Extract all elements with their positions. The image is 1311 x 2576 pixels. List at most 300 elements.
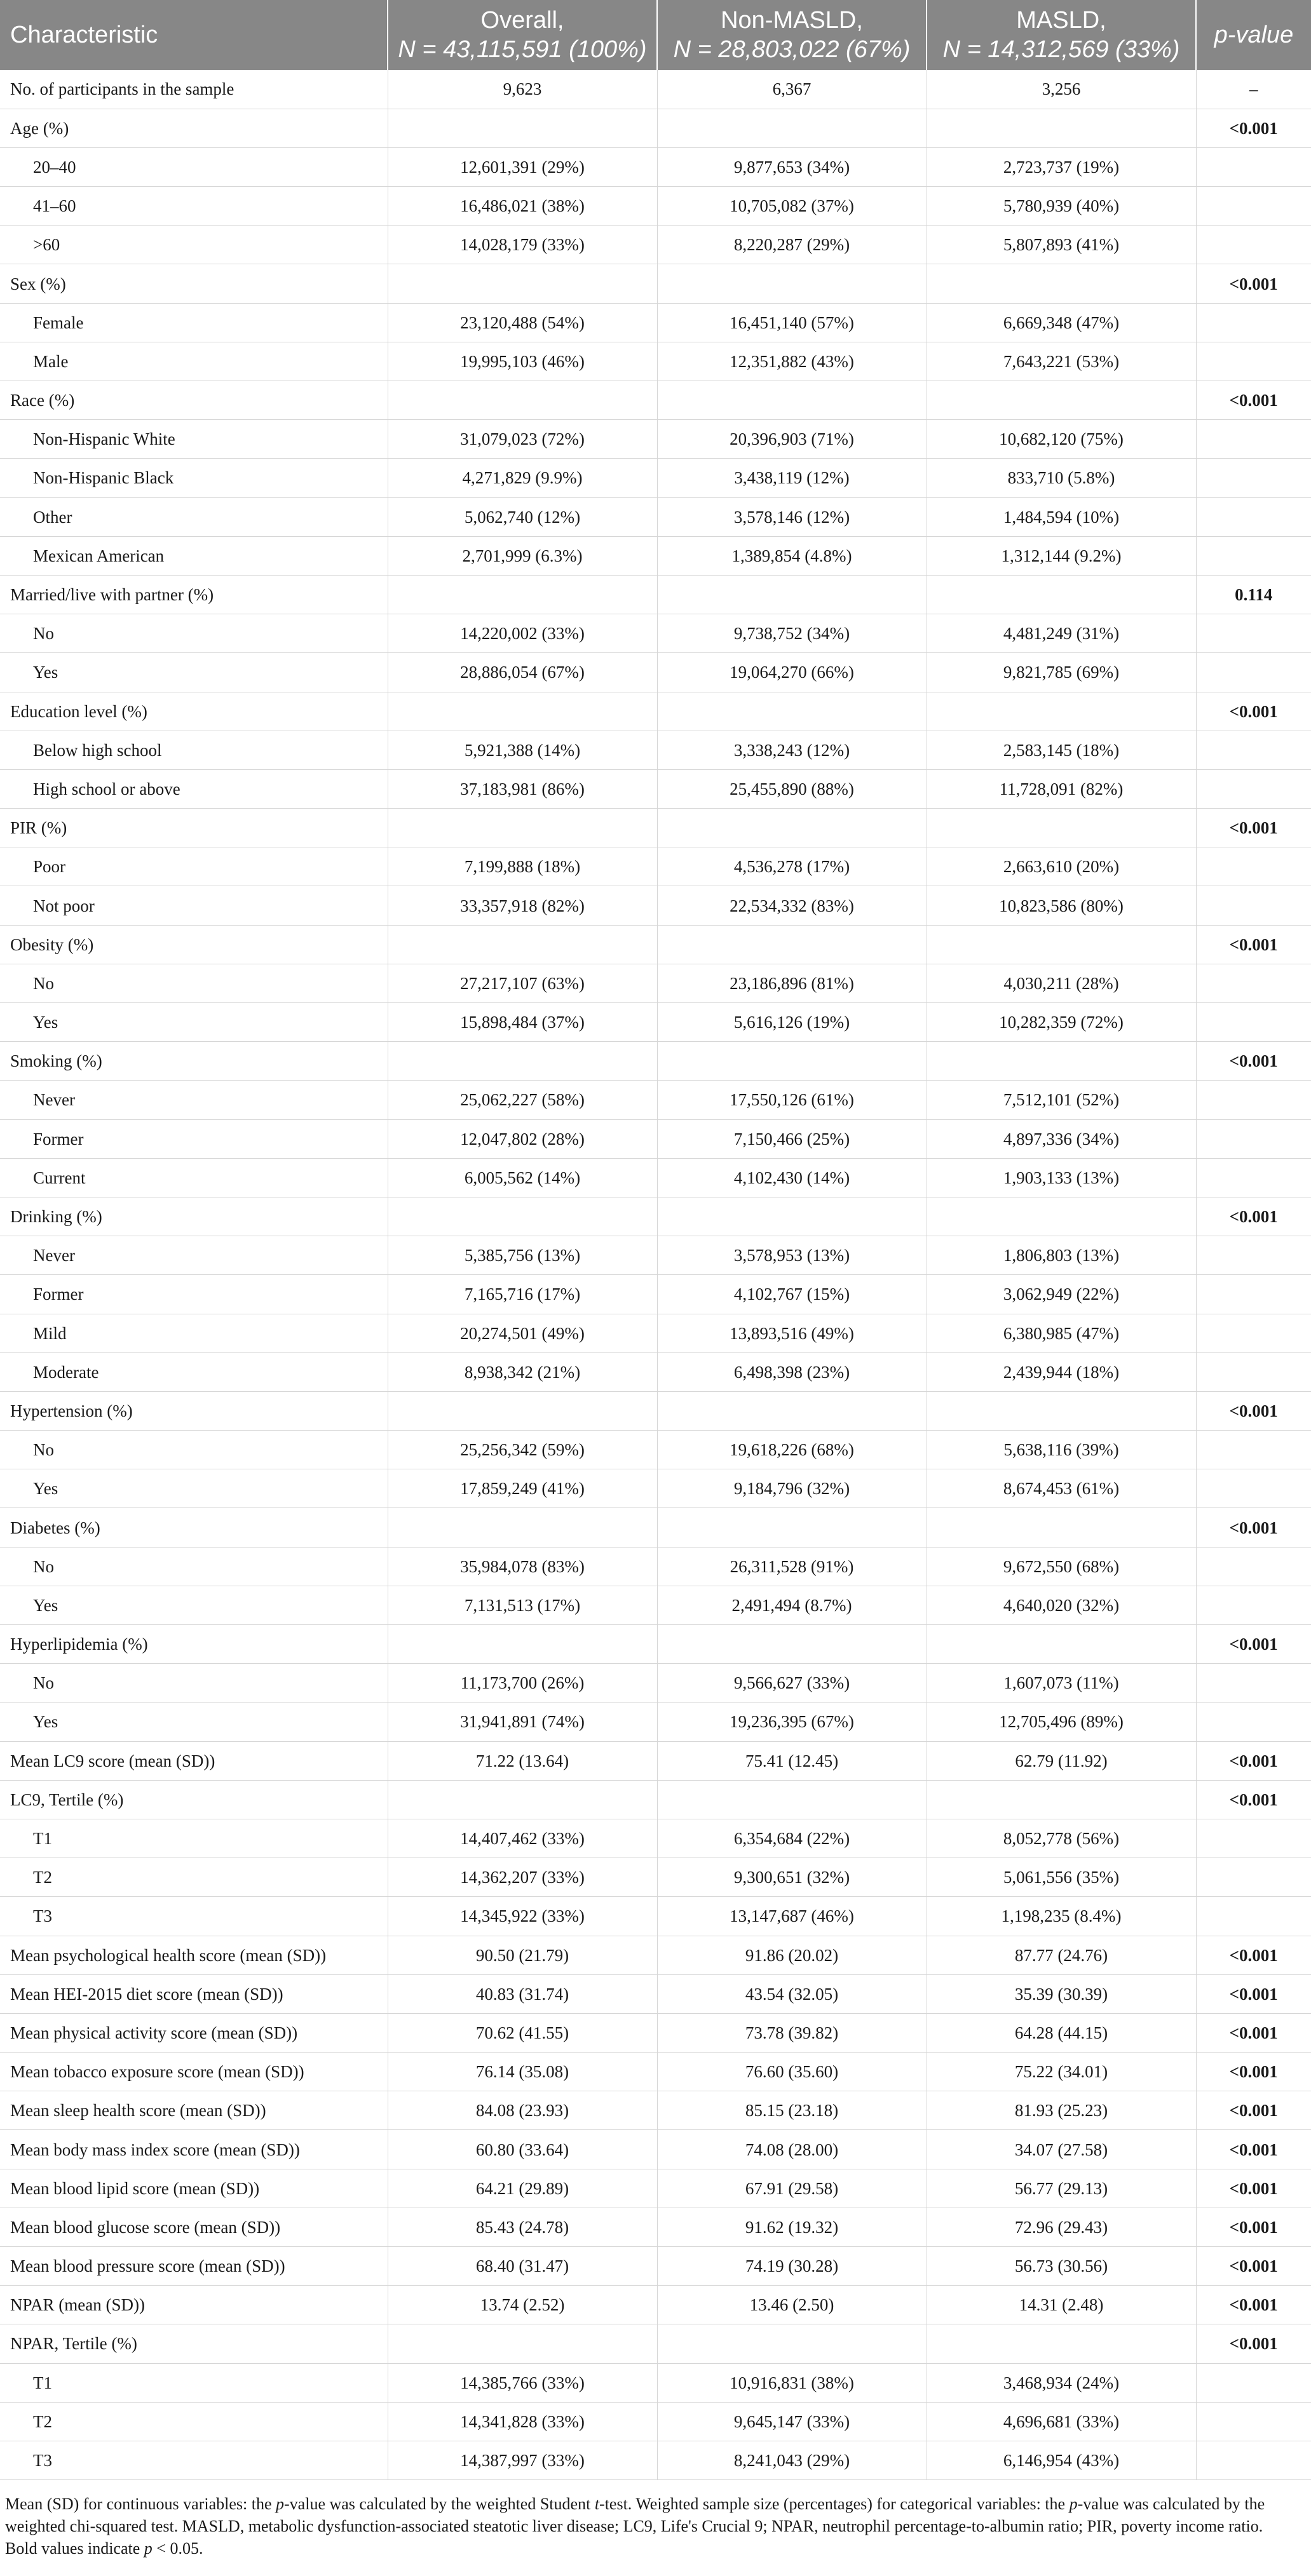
table-footnote [0,2480,1311,2559]
cell-pvalue: <0.001 [1196,1741,1311,1780]
cell-characteristic: Not poor [0,886,388,925]
cell-characteristic: Yes [0,1703,388,1741]
cell-overall [388,1780,657,1819]
cell-overall: 25,062,227 (58%) [388,1081,657,1119]
cell-masld [927,264,1196,303]
cell-nonmasld: 4,102,430 (14%) [657,1158,927,1197]
cell-characteristic: Never [0,1081,388,1119]
cell-masld: 56.77 (29.13) [927,2169,1196,2208]
table-row [0,847,1311,886]
cell-masld: 5,807,893 (41%) [927,226,1196,264]
table-row [0,2402,1311,2441]
header-pvalue-label: p-value [1214,22,1294,48]
cell-characteristic: Education level (%) [0,692,388,731]
cell-nonmasld: 2,491,494 (8.7%) [657,1586,927,1624]
cell-characteristic: Other [0,497,388,536]
cell-masld: 12,705,496 (89%) [927,1703,1196,1741]
cell-nonmasld: 9,877,653 (34%) [657,147,927,186]
cell-characteristic: Below high school [0,731,388,769]
cell-masld: 10,682,120 (75%) [927,420,1196,459]
cell-nonmasld [657,575,927,614]
cell-masld: 4,030,211 (28%) [927,964,1196,1002]
cell-characteristic: Mild [0,1314,388,1352]
cell-nonmasld [657,1042,927,1081]
cell-pvalue [1196,187,1311,226]
table-row [0,614,1311,653]
cell-pvalue [1196,420,1311,459]
cell-masld [927,2324,1196,2363]
table-row [0,1469,1311,1508]
cell-nonmasld: 1,389,854 (4.8%) [657,536,927,575]
cell-overall: 7,199,888 (18%) [388,847,657,886]
cell-pvalue: <0.001 [1196,1042,1311,1081]
table-row [0,109,1311,147]
cell-characteristic: NPAR, Tertile (%) [0,2324,388,2363]
cell-nonmasld: 16,451,140 (57%) [657,303,927,342]
cell-characteristic: Female [0,303,388,342]
table-row [0,1974,1311,2013]
cell-overall [388,2324,657,2363]
cell-overall: 14,345,922 (33%) [388,1897,657,1936]
cell-pvalue: <0.001 [1196,1391,1311,1430]
cell-overall [388,575,657,614]
cell-masld: 8,052,778 (56%) [927,1819,1196,1858]
cell-overall: 60.80 (33.64) [388,2130,657,2169]
cell-pvalue [1196,653,1311,692]
cell-masld: 34.07 (27.58) [927,2130,1196,2169]
table-row [0,1275,1311,1314]
cell-characteristic: Mean blood pressure score (mean (SD)) [0,2247,388,2286]
cell-nonmasld: 12,351,882 (43%) [657,342,927,381]
table-row [0,381,1311,420]
cell-pvalue [1196,1819,1311,1858]
cell-masld: 62.79 (11.92) [927,1741,1196,1780]
cell-overall [388,925,657,964]
cell-masld: 4,696,681 (33%) [927,2402,1196,2441]
cell-overall [388,264,657,303]
cell-overall: 25,256,342 (59%) [388,1431,657,1469]
cell-pvalue: <0.001 [1196,2247,1311,2286]
cell-overall: 27,217,107 (63%) [388,964,657,1002]
cell-overall: 14,385,766 (33%) [388,2363,657,2402]
table-row [0,2247,1311,2286]
cell-masld: 56.73 (30.56) [927,2247,1196,2286]
cell-nonmasld: 6,367 [657,70,927,109]
cell-masld: 4,640,020 (32%) [927,1586,1196,1624]
cell-nonmasld [657,1508,927,1547]
cell-nonmasld: 20,396,903 (71%) [657,420,927,459]
cell-overall: 2,701,999 (6.3%) [388,536,657,575]
cell-pvalue: <0.001 [1196,1508,1311,1547]
cell-masld: 72.96 (29.43) [927,2208,1196,2246]
cell-masld: 1,484,594 (10%) [927,497,1196,536]
header-masld-title: MASLD, [1016,7,1106,34]
cell-masld: 1,312,144 (9.2%) [927,536,1196,575]
cell-characteristic: Yes [0,1586,388,1624]
cell-nonmasld: 13.46 (2.50) [657,2286,927,2324]
table-row [0,2091,1311,2130]
cell-pvalue: <0.001 [1196,109,1311,147]
table-row [0,420,1311,459]
cell-masld: 35.39 (30.39) [927,1974,1196,2013]
cell-nonmasld: 8,241,043 (29%) [657,2441,927,2479]
table-row [0,1936,1311,1974]
table-row [0,1236,1311,1275]
cell-overall: 37,183,981 (86%) [388,769,657,808]
cell-pvalue [1196,536,1311,575]
cell-nonmasld [657,925,927,964]
cell-masld: 3,468,934 (24%) [927,2363,1196,2402]
cell-characteristic: Mean blood glucose score (mean (SD)) [0,2208,388,2246]
cell-characteristic: Mean psychological health score (mean (SD)) [0,1936,388,1974]
cell-masld: 1,607,073 (11%) [927,1664,1196,1703]
cell-nonmasld: 43.54 (32.05) [657,1974,927,2013]
cell-masld: 10,282,359 (72%) [927,1003,1196,1042]
cell-pvalue [1196,1003,1311,1042]
cell-nonmasld: 76.60 (35.60) [657,2053,927,2091]
footnote-text-4: -value was calculated by the weighted chi-squared test. MASLD, metabolic dysfunction-associated steatotic liver disease; LC9, Life's Crucial 9; NPAR, neutrophil percentage-to-albumin ratio; PIR, poverty income ratio. [5,2495,1265,2536]
table-row [0,2130,1311,2169]
cell-pvalue: 0.114 [1196,575,1311,614]
cell-nonmasld [657,1197,927,1236]
cell-masld [927,575,1196,614]
cell-pvalue [1196,1275,1311,1314]
cell-pvalue [1196,964,1311,1002]
cell-pvalue [1196,226,1311,264]
cell-pvalue [1196,1858,1311,1897]
table-row [0,2208,1311,2246]
cell-masld: 87.77 (24.76) [927,1936,1196,1974]
footnote-t-italic: t [594,2495,600,2514]
footnote-text-2: -value was calculated by the weighted Student [284,2495,595,2514]
cell-masld: 2,583,145 (18%) [927,731,1196,769]
cell-masld: 6,380,985 (47%) [927,1314,1196,1352]
table-row [0,536,1311,575]
cell-characteristic: Hyperlipidemia (%) [0,1625,388,1664]
cell-overall: 19,995,103 (46%) [388,342,657,381]
cell-characteristic: T2 [0,1858,388,1897]
cell-characteristic: T3 [0,2441,388,2479]
cell-overall [388,809,657,847]
footnote-p-italic-2: p [1069,2495,1078,2514]
cell-characteristic: Mean HEI-2015 diet score (mean (SD)) [0,1974,388,2013]
cell-nonmasld: 19,064,270 (66%) [657,653,927,692]
cell-characteristic: Yes [0,653,388,692]
cell-masld: 5,061,556 (35%) [927,1858,1196,1897]
header-overall-n: N = 43,115,591 (100%) [398,36,647,63]
cell-overall: 6,005,562 (14%) [388,1158,657,1197]
cell-masld: 11,728,091 (82%) [927,769,1196,808]
cell-nonmasld [657,692,927,731]
cell-pvalue [1196,1236,1311,1275]
cell-nonmasld: 19,236,395 (67%) [657,1703,927,1741]
cell-nonmasld: 9,738,752 (34%) [657,614,927,653]
cell-characteristic: Former [0,1275,388,1314]
cell-pvalue [1196,847,1311,886]
cell-characteristic: 20–40 [0,147,388,186]
cell-nonmasld: 10,705,082 (37%) [657,187,927,226]
cell-pvalue: <0.001 [1196,1780,1311,1819]
cell-nonmasld: 67.91 (29.58) [657,2169,927,2208]
cell-characteristic: Mean physical activity score (mean (SD)) [0,2013,388,2052]
cell-masld: 2,723,737 (19%) [927,147,1196,186]
cell-masld: 7,643,221 (53%) [927,342,1196,381]
cell-overall: 90.50 (21.79) [388,1936,657,1974]
cell-nonmasld: 9,566,627 (33%) [657,1664,927,1703]
cell-nonmasld [657,2324,927,2363]
cell-characteristic: Mean blood lipid score (mean (SD)) [0,2169,388,2208]
cell-characteristic: Smoking (%) [0,1042,388,1081]
cell-overall: 4,271,829 (9.9%) [388,459,657,497]
cell-nonmasld: 4,536,278 (17%) [657,847,927,886]
cell-characteristic: Sex (%) [0,264,388,303]
header-overall-title: Overall, [480,7,564,34]
cell-pvalue [1196,1469,1311,1508]
cell-characteristic: Non-Hispanic White [0,420,388,459]
cell-overall [388,692,657,731]
header-nonmasld-title: Non-MASLD, [721,7,863,34]
cell-pvalue [1196,1314,1311,1352]
cell-overall [388,1625,657,1664]
table-row [0,1586,1311,1624]
footnote-p-italic-3: p [144,2539,153,2558]
cell-characteristic: Mean tobacco exposure score (mean (SD)) [0,2053,388,2091]
cell-overall: 14,387,997 (33%) [388,2441,657,2479]
cell-characteristic: LC9, Tertile (%) [0,1780,388,1819]
cell-pvalue: – [1196,70,1311,109]
cell-nonmasld: 74.08 (28.00) [657,2130,927,2169]
cell-nonmasld: 25,455,890 (88%) [657,769,927,808]
cell-overall: 9,623 [388,70,657,109]
header-masld-n: N = 14,312,569 (33%) [942,36,1180,63]
cell-masld: 4,481,249 (31%) [927,614,1196,653]
cell-overall: 5,062,740 (12%) [388,497,657,536]
cell-characteristic: PIR (%) [0,809,388,847]
table-row [0,2169,1311,2208]
cell-overall: 14,407,462 (33%) [388,1819,657,1858]
table-row [0,1314,1311,1352]
cell-pvalue [1196,147,1311,186]
cell-masld: 64.28 (44.15) [927,2013,1196,2052]
table-row [0,769,1311,808]
cell-characteristic: >60 [0,226,388,264]
cell-characteristic: Mean sleep health score (mean (SD)) [0,2091,388,2130]
cell-masld: 3,062,949 (22%) [927,1275,1196,1314]
cell-pvalue: <0.001 [1196,2208,1311,2246]
cell-nonmasld: 13,893,516 (49%) [657,1314,927,1352]
table-row [0,2441,1311,2479]
cell-pvalue [1196,2402,1311,2441]
cell-characteristic: No [0,1664,388,1703]
header-pvalue [1196,0,1311,70]
table-row [0,1625,1311,1664]
cell-masld: 1,806,803 (13%) [927,1236,1196,1275]
table-row [0,1897,1311,1936]
cell-characteristic: No [0,1547,388,1586]
cell-masld [927,1391,1196,1430]
footnote-p-italic-1: p [276,2495,285,2514]
cell-pvalue [1196,1586,1311,1624]
cell-nonmasld: 26,311,528 (91%) [657,1547,927,1586]
cell-nonmasld: 6,498,398 (23%) [657,1352,927,1391]
table-row [0,1042,1311,1081]
table-row [0,1391,1311,1430]
cell-nonmasld [657,109,927,147]
cell-pvalue [1196,497,1311,536]
table-row [0,187,1311,226]
cell-masld: 1,198,235 (8.4%) [927,1897,1196,1936]
cell-overall: 40.83 (31.74) [388,1974,657,2013]
cell-characteristic: NPAR (mean (SD)) [0,2286,388,2324]
cell-nonmasld: 75.41 (12.45) [657,1741,927,1780]
cell-pvalue [1196,1081,1311,1119]
cell-characteristic: Mean LC9 score (mean (SD)) [0,1741,388,1780]
cell-pvalue [1196,769,1311,808]
cell-overall: 35,984,078 (83%) [388,1547,657,1586]
footnote-text-1: Mean (SD) for continuous variables: the [5,2495,276,2514]
cell-characteristic: No [0,964,388,1002]
cell-nonmasld: 3,578,953 (13%) [657,1236,927,1275]
cell-overall: 7,165,716 (17%) [388,1275,657,1314]
cell-characteristic: Male [0,342,388,381]
cell-overall: 16,486,021 (38%) [388,187,657,226]
cell-masld [927,1042,1196,1081]
cell-characteristic: Obesity (%) [0,925,388,964]
cell-masld: 5,638,116 (39%) [927,1431,1196,1469]
cell-pvalue [1196,1664,1311,1703]
cell-nonmasld: 4,102,767 (15%) [657,1275,927,1314]
cell-nonmasld: 7,150,466 (25%) [657,1119,927,1158]
cell-overall: 68.40 (31.47) [388,2247,657,2286]
cell-overall [388,1508,657,1547]
cell-characteristic: Age (%) [0,109,388,147]
cell-nonmasld: 6,354,684 (22%) [657,1819,927,1858]
cell-pvalue [1196,1703,1311,1741]
cell-characteristic: Yes [0,1469,388,1508]
cell-masld [927,692,1196,731]
cell-masld: 6,669,348 (47%) [927,303,1196,342]
table-row [0,1119,1311,1158]
table-row [0,147,1311,186]
table-row [0,1158,1311,1197]
cell-masld [927,925,1196,964]
cell-pvalue: <0.001 [1196,692,1311,731]
cell-pvalue: <0.001 [1196,1974,1311,2013]
cell-overall: 20,274,501 (49%) [388,1314,657,1352]
cell-overall: 85.43 (24.78) [388,2208,657,2246]
cell-characteristic: Hypertension (%) [0,1391,388,1430]
cell-masld: 833,710 (5.8%) [927,459,1196,497]
cell-overall: 31,079,023 (72%) [388,420,657,459]
cell-pvalue [1196,1352,1311,1391]
table-row [0,303,1311,342]
cell-characteristic: High school or above [0,769,388,808]
table-row [0,2286,1311,2324]
cell-characteristic: Never [0,1236,388,1275]
cell-masld: 81.93 (25.23) [927,2091,1196,2130]
cell-pvalue: <0.001 [1196,381,1311,420]
table-row [0,1547,1311,1586]
cell-masld: 1,903,133 (13%) [927,1158,1196,1197]
cell-characteristic: 41–60 [0,187,388,226]
cell-pvalue [1196,1119,1311,1158]
cell-nonmasld: 10,916,831 (38%) [657,2363,927,2402]
cell-overall: 8,938,342 (21%) [388,1352,657,1391]
cell-nonmasld: 9,300,651 (32%) [657,1858,927,1897]
cell-overall: 71.22 (13.64) [388,1741,657,1780]
table-header [0,0,1311,70]
cell-characteristic: Married/live with partner (%) [0,575,388,614]
table-row [0,1664,1311,1703]
cell-pvalue [1196,1158,1311,1197]
cell-characteristic: T3 [0,1897,388,1936]
cell-nonmasld: 85.15 (23.18) [657,2091,927,2130]
cell-nonmasld: 9,184,796 (32%) [657,1469,927,1508]
table-row [0,2013,1311,2052]
cell-nonmasld: 23,186,896 (81%) [657,964,927,1002]
cell-characteristic: Yes [0,1003,388,1042]
cell-overall [388,109,657,147]
table-row [0,497,1311,536]
table-row [0,731,1311,769]
header-nonmasld-n: N = 28,803,022 (67%) [673,36,911,63]
table-row [0,809,1311,847]
cell-masld: 2,663,610 (20%) [927,847,1196,886]
cell-nonmasld: 74.19 (30.28) [657,2247,927,2286]
cell-nonmasld: 73.78 (39.82) [657,2013,927,2052]
cell-nonmasld: 13,147,687 (46%) [657,1897,927,1936]
cell-overall: 7,131,513 (17%) [388,1586,657,1624]
cell-overall: 70.62 (41.55) [388,2013,657,2052]
cell-overall: 33,357,918 (82%) [388,886,657,925]
table-row [0,70,1311,109]
cell-pvalue [1196,459,1311,497]
table-row [0,653,1311,692]
cell-overall [388,1197,657,1236]
cell-masld [927,809,1196,847]
footnote-text-3: -test. Weighted sample size (percentages) for categorical variables: the [599,2495,1070,2514]
footnote-text-5: Bold values indicate [5,2539,144,2558]
header-nonmasld [657,0,927,70]
cell-pvalue [1196,1431,1311,1469]
cell-pvalue [1196,2441,1311,2479]
cell-pvalue: <0.001 [1196,2130,1311,2169]
cell-masld: 14.31 (2.48) [927,2286,1196,2324]
table-row [0,964,1311,1002]
cell-pvalue [1196,886,1311,925]
cell-characteristic: Mexican American [0,536,388,575]
table-row [0,459,1311,497]
cell-overall: 23,120,488 (54%) [388,303,657,342]
table-row [0,342,1311,381]
cell-pvalue: <0.001 [1196,2286,1311,2324]
cell-characteristic: Former [0,1119,388,1158]
cell-characteristic: Current [0,1158,388,1197]
table-row [0,1003,1311,1042]
table-row [0,575,1311,614]
cell-masld: 75.22 (34.01) [927,2053,1196,2091]
cell-nonmasld [657,1391,927,1430]
cell-pvalue [1196,731,1311,769]
table-row [0,1197,1311,1236]
cell-nonmasld [657,381,927,420]
cell-masld: 8,674,453 (61%) [927,1469,1196,1508]
cell-nonmasld: 19,618,226 (68%) [657,1431,927,1469]
cell-masld [927,1197,1196,1236]
table-body [0,70,1311,2480]
cell-overall: 17,859,249 (41%) [388,1469,657,1508]
cell-characteristic: No [0,614,388,653]
